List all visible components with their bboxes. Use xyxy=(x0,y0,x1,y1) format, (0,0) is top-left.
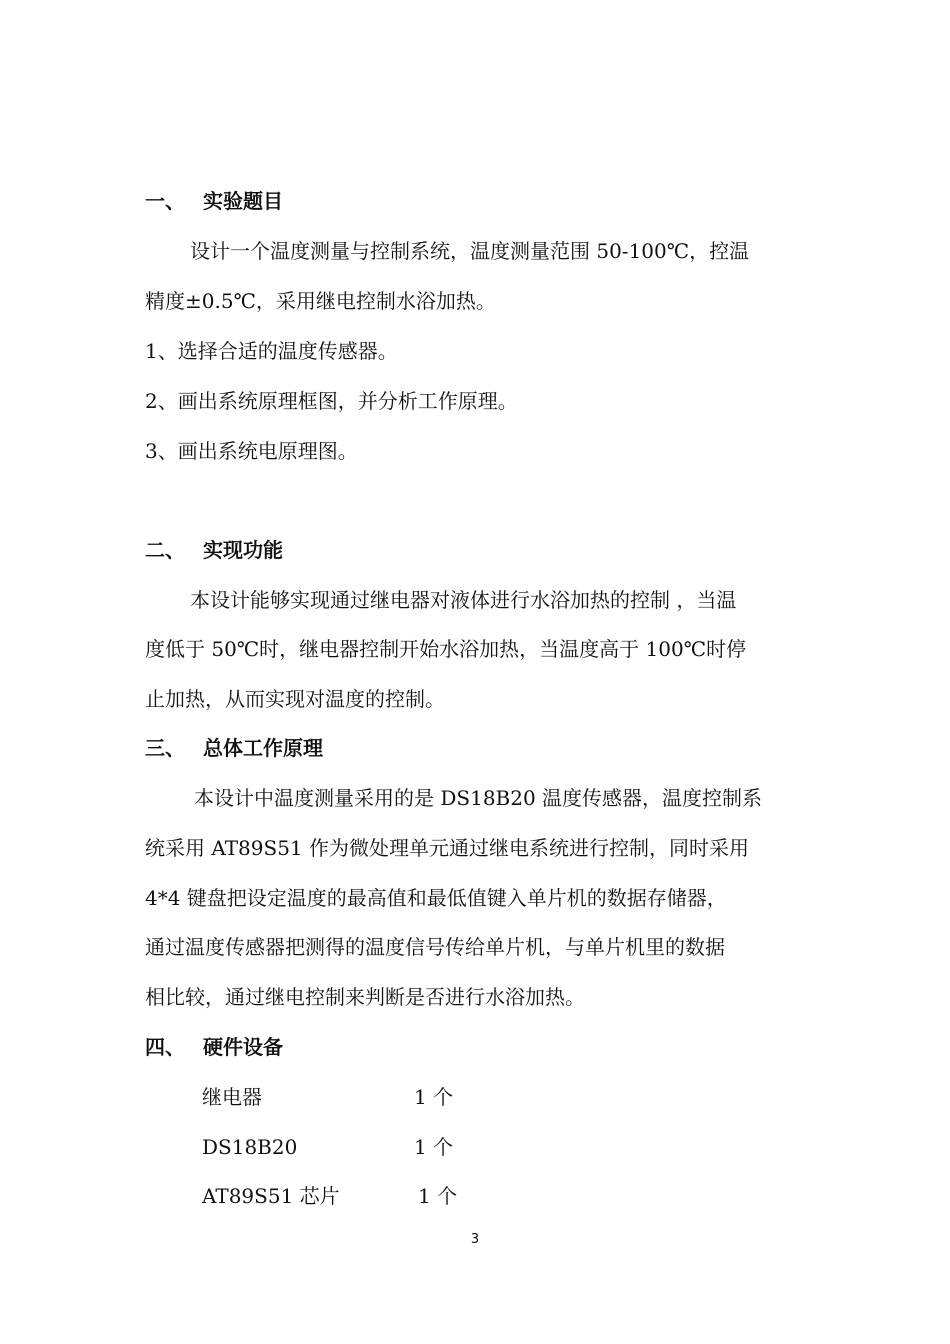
section-1-line-2: 精度±0.5℃，采用继电控制水浴加热。 xyxy=(145,289,496,313)
section-2-line-3: 止加热，从而实现对温度的控制。 xyxy=(145,687,445,711)
section-2-heading xyxy=(145,538,283,562)
section-1-line-3: 1、选择合适的温度传感器。 xyxy=(145,339,398,363)
section-3-title: 总体工作原理 xyxy=(203,736,323,760)
section-4-heading xyxy=(145,1035,283,1059)
hardware-item-3-name: AT89S51 芯片 xyxy=(202,1184,340,1208)
section-3-heading xyxy=(145,736,323,760)
section-1-line-5: 3、画出系统电原理图。 xyxy=(145,439,358,463)
hardware-item-2-qty: 1 个 xyxy=(414,1135,454,1159)
hardware-item-2-name: DS18B20 xyxy=(202,1135,298,1159)
section-3-number: 三、 xyxy=(145,736,185,760)
hardware-item-1-qty: 1 个 xyxy=(414,1085,454,1109)
section-1-number: 一、 xyxy=(145,189,185,213)
page-number: 3 xyxy=(470,1232,480,1247)
hardware-item-3-qty: 1 个 xyxy=(418,1184,458,1208)
section-3-line-1: 本设计中温度测量采用的是 DS18B20 温度传感器，温度控制系 xyxy=(194,786,763,810)
section-4-number: 四、 xyxy=(145,1035,185,1059)
section-1-title: 实验题目 xyxy=(203,189,283,213)
section-2-line-1: 本设计能够实现通过继电器对液体进行水浴加热的控制 ，当温 xyxy=(190,588,737,612)
section-3-line-5: 相比较，通过继电控制来判断是否进行水浴加热。 xyxy=(145,985,585,1009)
section-3-line-3: 4*4 键盘把设定温度的最高值和最低值键入单片机的数据存储器， xyxy=(145,886,727,910)
section-2-number: 二、 xyxy=(145,538,185,562)
section-3-line-4: 通过温度传感器把测得的温度信号传给单片机，与单片机里的数据 xyxy=(145,935,725,959)
hardware-item-1-name: 继电器 xyxy=(202,1085,262,1109)
section-2-line-2: 度低于 50℃时，继电器控制开始水浴加热，当温度高于 100℃时停 xyxy=(145,637,747,661)
section-1-heading xyxy=(145,189,283,213)
section-1-line-4: 2、画出系统原理框图，并分析工作原理。 xyxy=(145,389,518,413)
section-4-title: 硬件设备 xyxy=(203,1035,283,1059)
section-1-line-1: 设计一个温度测量与控制系统，温度测量范围 50-100℃，控温 xyxy=(190,239,750,263)
section-2-title: 实现功能 xyxy=(203,538,283,562)
section-3-line-2: 统采用 AT89S51 作为微处理单元通过继电系统进行控制，同时采用 xyxy=(145,836,750,860)
